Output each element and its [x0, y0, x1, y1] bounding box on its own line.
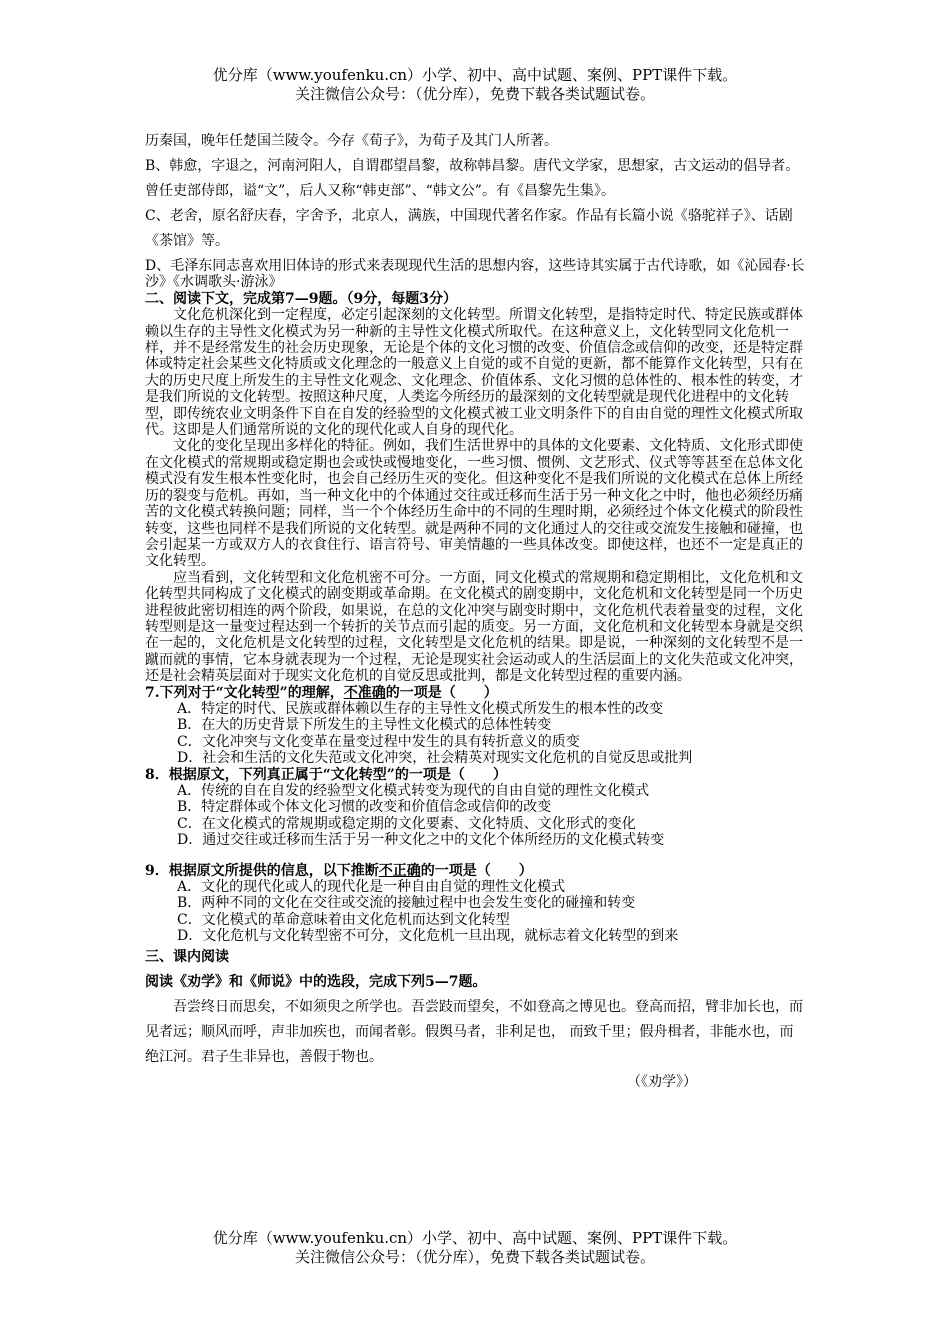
intro-item-b: B、韩愈，字退之，河南河阳人，自谓郡望昌黎，故称韩昌黎。唐代文学家，思想家，古文运动的倡导者。曾任吏部侍郎，谥“文”，后人又称“韩吏部”、“韩文公”。有《昌黎先生集》。: [145, 158, 800, 199]
footer-line-1: 优分库（www.youfenku.cn）小学、初中、高中试题、案例、PPT课件下载。: [212, 1229, 738, 1247]
section3-instruction: 阅读《劝学》和《师说》中的选段，完成下列5—7题。: [145, 973, 487, 990]
question-7-option-c: C．文化冲突与文化变革在量变过程中发生的具有转折意义的质变: [177, 733, 580, 750]
question-8-option-a: A．传统的自在自发的经验型文化模式转变为现代的自由自觉的理性文化模式: [177, 783, 650, 799]
intro-line-a: 历秦国，晚年任楚国兰陵令。今存《荀子》，为荀子及其门人所著。: [145, 133, 558, 149]
question-8-option-b: B．特定群体或个体文化习惯的改变和价值信念或信仰的改变: [177, 799, 552, 816]
question-7-suffix: 的一项是（ ）: [385, 684, 498, 701]
question-7-emphasis: 不准确: [343, 684, 386, 701]
question-9-prefix: 9．根据原文所提供的信息，以下推断: [145, 862, 379, 879]
page-header: [0, 66, 950, 104]
header-line-2: 关注微信公众号：（优分库），免费下载各类试题试卷。: [294, 85, 655, 103]
passage-paragraph-2: 文化的变化呈现出多样化的特征。例如，我们生活世界中的具体的文化要素、文化特质、文化形式即使在文化模式的常规期或稳定期也会或快或慢地变化，一些习惯、惯例、文艺形式、仪式等等甚至在总体文化模式没有发生根本性变化时，也会自己经历生灭的变化。但这种变化不是我们所说的文化模式在总体上所经历的裂变与危机。再如，当一种文化中的个体通过交往或迁移而生活于另一种文化之中时，他也必须经历痛苦的文化模式转换问题；同样，当一个个体经历生命中的不同的生理时期，必须经过个体文化模式的阶段性转变，这些也同样不是我们所说的文化转型。就是两种不同的文化通过人的交往或交流发生接触和碰撞，也会引起某一方或双方人的衣食住行、语言符号、审美情趣的一些具体改变。即使这样，也还不一定是真正的文化转型。: [145, 438, 803, 570]
question-8-prefix: 8．根据原文，下列: [145, 766, 267, 783]
question-9-option-a: A．文化的现代化或人的现代化是一种自由自觉的理性文化模式: [177, 879, 566, 896]
question-9-option-b: B．两种不同的文化在交往或交流的接触过程中也会发生变化的碰撞和转变: [177, 895, 636, 912]
question-8-option-d: D．通过交往或迁移而生活于另一种文化之中的文化个体所经历的文化模式转变: [177, 832, 665, 849]
question-8-emphasis: 真正属于: [266, 766, 323, 783]
question-8-suffix: “文化转型”的一项是（ ）: [322, 766, 507, 783]
section2-heading: 二、阅读下文，完成第7—9题。（9分，每题3分）: [145, 290, 457, 307]
intro-item-c: C、老舍，原名舒庆春，字舍予，北京人，满族，中国现代著名作家。作品有长篇小说《骆驼祥子》、话剧《茶馆》等。: [145, 208, 793, 249]
question-9-emphasis: 不正确: [378, 862, 421, 879]
question-7-stem: [145, 685, 805, 701]
question-8-stem: [145, 767, 805, 783]
question-7-prefix: 7.下列对于“文化转型”的理解，: [145, 684, 344, 701]
question-9-stem: [145, 863, 805, 879]
question-7-option-b: B．在大的历史背景下所发生的主导性文化模式的总体性转变: [177, 717, 552, 734]
section3-heading: 三、课内阅读: [145, 948, 229, 965]
header-line-1: 优分库（www.youfenku.cn）小学、初中、高中试题、案例、PPT课件下载。: [212, 66, 738, 84]
spacer: [145, 849, 805, 863]
quanxue-passage: 吾尝终日而思矣，不如须臾之所学也。吾尝跂而望矣，不如登高之博见也。登高而招，臂非加长也，而见者远；顺风而呼，声非加疾也，而闻者彰。假舆马者，非利足也， 而致千里；假舟楫者，非能水也，而绝江河。君子生非异也，善假于物也。: [145, 998, 803, 1065]
question-7-option-a: A．特定的时代、民族或群体赖以生存的主导性文化模式所发生的根本性的改变: [177, 700, 664, 717]
passage-paragraph-3: 应当看到，文化转型和文化危机密不可分。一方面，同文化模式的常规期和稳定期相比，文化危机和文化转型共同构成了文化模式的剧变期或革命期。在文化模式的剧变期中，文化危机和文化转型是同一个历史进程彼此密切相连的两个阶段，如果说，在总的文化冲突与剧变时期中，文化危机代表着量变的过程，文化转型则是这一量变过程达到一个转折的关节点而引起的质变。另一方面，文化危机和文化转型本身就是交织在一起的，文化危机是文化转型的过程，文化转型是文化危机的结果。即是说，一种深刻的文化转型不是一蹴而就的事情，它本身就表现为一个过程，无论是现实社会运动或人的生活层面上的文化失范或文化冲突，还是社会精英层面对于现实文化危机的自觉反思或批判，都是文化转型过程的重要内涵。: [145, 569, 803, 685]
footer-line-2: 关注微信公众号：（优分库），免费下载各类试题试卷。: [294, 1248, 655, 1266]
passage-paragraph-1: 文化危机深化到一定程度，必定引起深刻的文化转型。所谓文化转型，是指特定时代、特定民族或群体赖以生存的主导性文化模式为另一种新的主导性文化模式所取代。在这种意义上，文化转型同文化危机一样，并不是经常发生的社会历史现象，无论是个体的文化习惯的改变、价值信念或信仰的改变，还是特定群体或特定社会某些文化特质或文化理念的一般意义上自觉的或不自觉的更新，都不能算作文化转型，只有在大的历史尺度上所发生的主导性文化观念、文化理念、价值体系、文化习惯的总体性的、根本性的转变，才是我们所说的文化转型。按照这种尺度，人类迄今所经历的最深刻的文化转型就是现代化进程中的文化转型，即传统农业文明条件下自在自发的经验型的文化模式被工业文明条件下的自由自觉的理性文化模式所取代。这即是人们通常所说的文化的现代化或人自身的现代化。: [145, 307, 803, 439]
question-9-option-d: D．文化危机与文化转型密不可分，文化危机一旦出现，就标志着文化转型的到来: [177, 928, 679, 945]
page-content: [145, 129, 805, 1095]
question-9-option-c: C．文化模式的革命意味着由文化危机而达到文化转型: [177, 911, 510, 928]
question-7-option-d: D．社会和生活的文化失范或文化冲突，社会精英对现实文化危机的自觉反思或批判: [177, 750, 693, 767]
passage-source: （《劝学》）: [627, 1073, 697, 1090]
question-8-option-c: C．在文化模式的常规期或稳定期的文化要素、文化特质、文化形式的变化: [177, 815, 636, 832]
question-9-suffix: 的一项是（ ）: [420, 862, 533, 879]
intro-item-d: D、毛泽东同志喜欢用旧体诗的形式来表现现代生活的思想内容，这些诗其实属于古代诗歌，如《沁园春·长沙》《水调歌头·游泳》: [145, 258, 805, 291]
page-footer: [0, 1229, 950, 1267]
